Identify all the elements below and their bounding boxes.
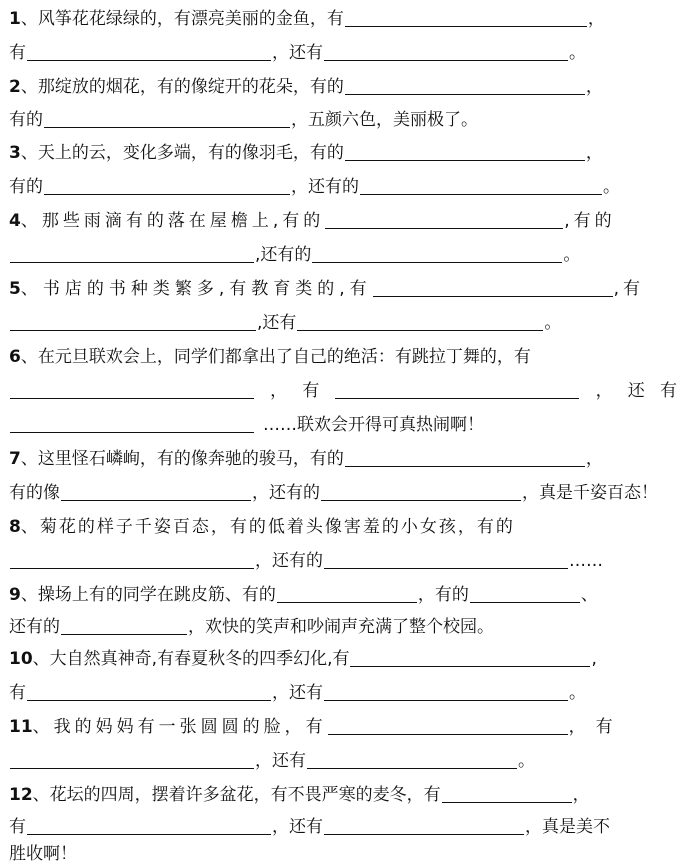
exercise-6-line-1 <box>9 338 677 368</box>
answer-blank[interactable] <box>328 716 568 735</box>
answer-blank[interactable] <box>442 784 572 803</box>
exercise-text: 、这里怪石嶙峋，有的像奔驰的骏马，有的 <box>20 449 344 469</box>
exercise-text: ，欢快的笑声和吵闹声充满了整个校园。 <box>188 617 494 637</box>
exercise-text: ， <box>585 143 603 163</box>
exercise-text: ,有的 <box>564 211 616 231</box>
exercise-text: 。 <box>563 245 581 265</box>
exercise-10-line-1 <box>9 640 677 670</box>
exercise-text: 还 <box>627 381 645 401</box>
exercise-text: …… <box>569 551 603 571</box>
answer-blank[interactable] <box>345 76 585 95</box>
answer-blank[interactable] <box>10 414 254 433</box>
exercise-4-line-2 <box>9 236 677 266</box>
answer-blank[interactable] <box>345 448 585 467</box>
exercise-text: 、菊花的样子千姿百态，有的低着头像害羞的小女孩，有的 <box>20 517 515 537</box>
exercise-number: 7 <box>9 449 21 469</box>
exercise-text: ……联欢会开得可真热闹啊！ <box>263 415 484 435</box>
answer-blank[interactable] <box>61 616 187 635</box>
exercise-text: 、花坛的四周，摆着许多盆花，有不畏严寒的麦冬，有 <box>32 785 441 805</box>
exercise-3-line-1 <box>9 134 677 164</box>
exercise-text: 还有的 <box>9 617 60 637</box>
exercise-text: ，还有的 <box>252 483 320 503</box>
exercise-number: 9 <box>9 585 21 605</box>
answer-blank[interactable] <box>27 682 271 701</box>
exercise-text: 有 <box>9 817 26 837</box>
exercise-number: 1 <box>9 9 21 29</box>
exercise-text: 有的 <box>9 110 43 130</box>
exercise-text: 、我的妈妈有一张圆圆的脸，有 <box>32 717 327 737</box>
exercise-text: 、在元旦联欢会上，同学们都拿出了自己的绝活：有跳拉丁舞的，有 <box>20 347 531 367</box>
exercise-number: 12 <box>9 785 33 805</box>
answer-blank[interactable] <box>307 750 517 769</box>
answer-blank[interactable] <box>360 176 602 195</box>
exercise-text: 。 <box>544 313 562 333</box>
exercise-9-line-1 <box>9 576 677 606</box>
answer-blank[interactable] <box>345 8 587 27</box>
answer-blank[interactable] <box>297 312 543 331</box>
answer-blank[interactable] <box>10 244 254 263</box>
exercise-text: ,还有 <box>257 313 297 333</box>
exercise-text: 。 <box>569 43 586 63</box>
exercise-text: ,有 <box>613 279 645 299</box>
exercise-text: ， <box>595 381 613 401</box>
exercise-text: 、书店的书种类繁多,有教育类的,有 <box>20 279 372 299</box>
exercise-number: 8 <box>9 517 21 537</box>
exercise-text: 、操场上有的同学在跳皮筋、有的 <box>20 585 276 605</box>
exercise-number: 2 <box>9 77 21 97</box>
exercise-7-line-2 <box>9 474 677 504</box>
answer-blank[interactable] <box>27 42 271 61</box>
exercise-text: ，真是美不 <box>525 817 610 837</box>
exercise-12-line-1 <box>9 776 677 806</box>
answer-blank[interactable] <box>27 816 271 835</box>
exercise-text: ，还有 <box>272 683 323 703</box>
exercise-text: 、风筝花花绿绿的，有漂亮美丽的金鱼，有 <box>20 9 344 29</box>
answer-blank[interactable] <box>277 584 417 603</box>
answer-blank[interactable] <box>10 750 254 769</box>
exercise-3-line-2 <box>9 168 677 198</box>
exercise-text: 、 <box>580 585 598 605</box>
exercise-text: 、那绽放的烟花，有的像绽开的花朵，有的 <box>20 77 344 97</box>
answer-blank[interactable] <box>324 550 568 569</box>
exercise-text: ， <box>585 77 603 97</box>
exercise-text: 有 <box>9 683 26 703</box>
exercise-5-line-1 <box>9 270 677 300</box>
answer-blank[interactable] <box>44 176 290 195</box>
answer-blank[interactable] <box>345 142 585 161</box>
exercise-number: 11 <box>9 717 33 737</box>
exercise-text: ，有 <box>568 717 623 737</box>
answer-blank[interactable] <box>324 42 568 61</box>
exercise-text: 。 <box>569 683 586 703</box>
exercise-text: ，还有 <box>255 751 306 771</box>
exercise-8-line-1 <box>9 508 677 538</box>
exercise-text: ， <box>270 381 288 401</box>
exercise-5-line-2 <box>9 304 677 334</box>
exercise-number: 4 <box>9 211 21 231</box>
exercise-number: 5 <box>9 279 21 299</box>
exercise-number: 10 <box>9 649 33 669</box>
exercise-1-line-2 <box>9 34 677 64</box>
exercise-text: ，还有的 <box>291 177 359 197</box>
exercise-text: ， <box>585 449 603 469</box>
exercise-text: ，有的 <box>417 585 469 605</box>
exercise-text: ， <box>587 9 605 29</box>
answer-blank[interactable] <box>324 816 524 835</box>
answer-blank[interactable] <box>312 244 562 263</box>
exercise-text: ， <box>572 785 590 805</box>
exercise-2-line-1 <box>9 68 677 98</box>
answer-blank[interactable] <box>470 584 580 603</box>
exercise-8-line-2 <box>9 542 677 572</box>
exercise-text: 、大自然真神奇,有春夏秋冬的四季幻化,有 <box>32 649 350 669</box>
exercise-7-line-1 <box>9 440 677 470</box>
answer-blank[interactable] <box>325 210 563 229</box>
exercise-6-line-2 <box>9 372 677 402</box>
exercise-text: , <box>591 649 597 669</box>
exercise-text: 有的 <box>9 177 43 197</box>
exercise-10-line-2 <box>9 674 677 704</box>
exercise-4-line-1 <box>9 202 677 232</box>
exercise-9-line-2 <box>9 608 677 638</box>
exercise-text: ，五颜六色，美丽极了。 <box>291 110 478 130</box>
exercise-6-line-3 <box>9 406 677 436</box>
exercise-text: 有 <box>302 381 320 401</box>
exercise-text: 。 <box>603 177 620 197</box>
answer-blank[interactable] <box>10 380 254 399</box>
exercise-text: 。 <box>518 751 535 771</box>
answer-blank[interactable] <box>44 109 290 128</box>
exercise-text: ，还有的 <box>255 551 323 571</box>
answer-blank[interactable] <box>10 312 256 331</box>
answer-blank[interactable] <box>335 380 579 399</box>
exercise-text: ，真是千姿百态！ <box>522 483 658 503</box>
exercise-12-line-3 <box>9 835 677 865</box>
exercise-text: 有 <box>659 381 677 401</box>
exercise-text: 、那些雨滴有的落在屋檐上,有的 <box>20 211 325 231</box>
exercise-text: 有 <box>9 43 26 63</box>
exercise-text: 有的像 <box>9 483 60 503</box>
exercise-text: ,还有的 <box>255 245 312 265</box>
exercise-11-line-2 <box>9 742 677 772</box>
exercise-text: ，还有 <box>272 43 323 63</box>
exercise-text: 胜收啊！ <box>9 844 77 864</box>
answer-blank[interactable] <box>350 648 590 667</box>
exercise-number: 3 <box>9 143 21 163</box>
answer-blank[interactable] <box>321 482 521 501</box>
answer-blank[interactable] <box>373 278 613 297</box>
exercise-number: 6 <box>9 347 21 367</box>
answer-blank[interactable] <box>324 682 568 701</box>
exercise-1-line-1 <box>9 0 677 30</box>
answer-blank[interactable] <box>10 550 254 569</box>
exercise-11-line-1 <box>9 708 677 738</box>
exercise-2-line-2 <box>9 101 677 131</box>
exercise-text: 、天上的云，变化多端，有的像羽毛，有的 <box>20 143 344 163</box>
answer-blank[interactable] <box>61 482 251 501</box>
exercise-12-line-2 <box>9 808 677 838</box>
exercise-text: ，还有 <box>272 817 323 837</box>
